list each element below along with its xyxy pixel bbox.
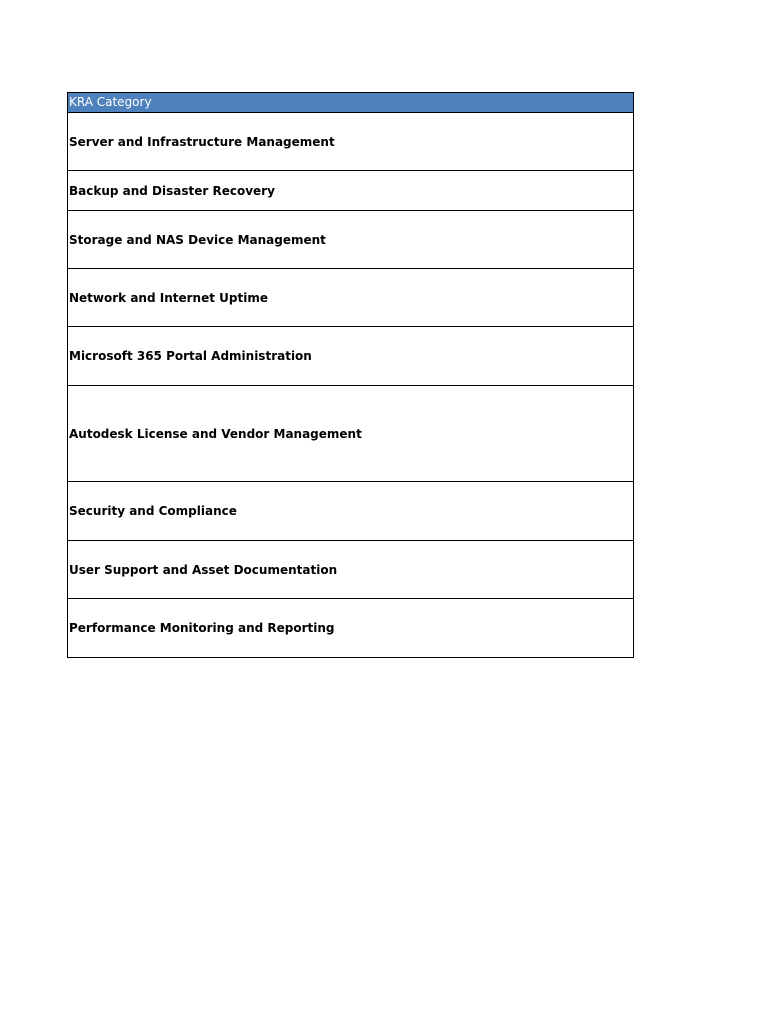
table-row: User Support and Asset Documentation xyxy=(68,541,633,599)
kra-table xyxy=(67,92,634,658)
kra-category-header: KRA Category xyxy=(68,93,633,113)
table-row: Microsoft 365 Portal Administration xyxy=(68,327,633,386)
table-row: Autodesk License and Vendor Management xyxy=(68,386,633,482)
table-row: Performance Monitoring and Reporting xyxy=(69,621,335,635)
table-row: Backup and Disaster Recovery xyxy=(68,171,633,211)
table-row: Storage and NAS Device Management xyxy=(68,211,633,269)
table-row: Network and Internet Uptime xyxy=(68,269,633,327)
table-row: Server and Infrastructure Management xyxy=(68,113,633,171)
table-row: Security and Compliance xyxy=(68,482,633,541)
